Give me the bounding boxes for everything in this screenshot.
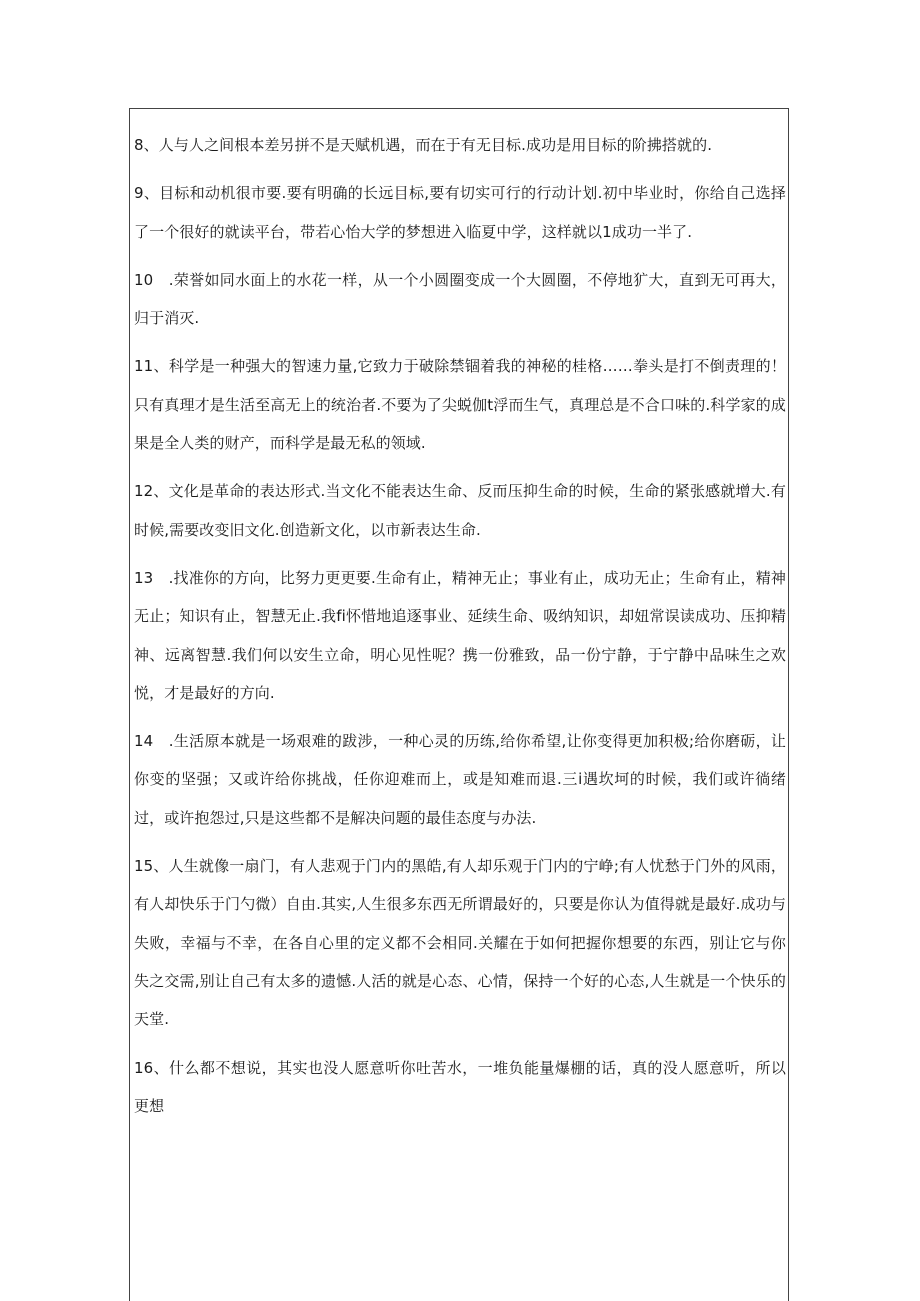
paragraph-15: 15、人生就像一扇门，有人悲观于门内的黑皓,有人却乐观于门内的宁峥;有人忧愁于门外的风雨，有人却快乐于门勺微）自由.其实,人生很多东西无所谓最好的，只要是你认为值得就是最好.成功与失败，幸福与不幸，在各自心里的定义都不会相同.关耀在于如何把握你想要的东西，别让它与你失之交需,别让自己有太多的遗憾.人活的就是心态、心情，保持一个好的心态,人生就是一个快乐的天堂.: [134, 857, 786, 1029]
paragraph-9: 9、目标和动机很市要.要有明确的长远目标,要有切实可行的行动计划.初中毕业时，你给自己选择了一个很好的就读平台，带若心怡大学的梦想进入临夏中学，这样就以1成功一半了.: [134, 184, 786, 241]
paragraph-13: 13 .找准你的方向，比努力更更要.生命有止，精神无止；事业有止，成功无止；生命有止，精神无止；知识有止，智慧无止.我fi怀惜地追逐事业、延续生命、吸纳知识，却妞常误读成功、压抑精神、远离智慧.我们何以安生立命，明心见性呢？携一份雅致，品一份宁静，于宁静中品味生之欢悦，才是最好的方向.: [134, 568, 786, 702]
document-body: [134, 126, 786, 1135]
paragraph-11: 11、科学是一种强大的智速力量,它致力于破除禁锢着我的神秘的桂格……拳头是打不倒责理的！只有真理才是生活至高无上的统治者.不要为了尖蜕伽t浮而生气，真理总是不合口味的.科学家的成果是全人类的财产，而科学是最无私的领域.: [134, 357, 786, 453]
paragraph-16: 16、什么都不想说，其实也没人愿意听你吐苦水，一堆负能量爆棚的话，真的没人愿意听，所以更想: [134, 1058, 786, 1115]
paragraph-12: 12、文化是革命的表达形式.当文化不能表达生命、反而压抑生命的时候，生命的紧张感就增大.有时候,需要改变旧文化.创造新文化，以市新表达生命.: [134, 482, 786, 539]
paragraph-10: 10 .荣誉如同水面上的水花一样，从一个小圆圈变成一个大圆圈，不停地犷大，直到无可再大，归于消灭.: [134, 270, 786, 328]
paragraph-14: 14 .生活原本就是一场艰难的跋涉，一种心灵的历练,给你希望,让你变得更加积极;给你磨砺，让你变的坚强；又或许给你挑战，任你迎难而上，或是知难而退.三i遇坎坷的时候，我们或许徜绪过，或许抱怨过,只是这些都不是解决问题的最佳态度与办法.: [134, 732, 786, 827]
paragraph-8: 8、人与人之间根本差另拼不是天赋机遇，而在于有无目标.成功是用目标的阶拂搭就的.: [134, 136, 713, 154]
